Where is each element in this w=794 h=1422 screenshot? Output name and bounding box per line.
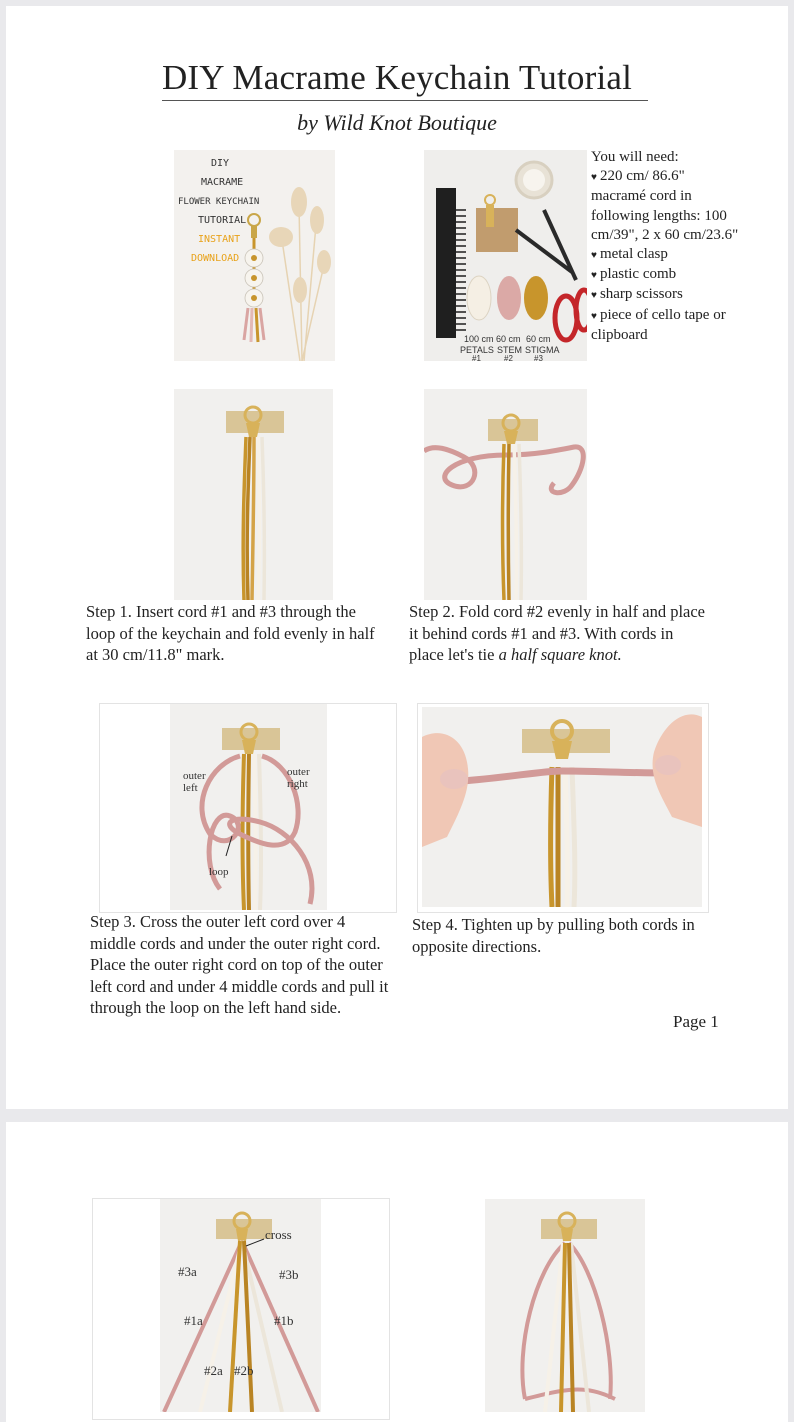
cord-2b-label: #2b (234, 1363, 254, 1378)
step-3-text: Step 3. Cross the outer left cord over 4 middle cords and under the outer right cord. Place the outer right cord on top of the outer left cord and under 4 middle cords and pull it through the loop on the left hand side. (90, 912, 389, 1017)
cord-length-2: 60 cm (496, 334, 521, 344)
cord-number-2: #2 (504, 354, 513, 361)
outer-right-label: outer right (287, 766, 310, 790)
cord-number-1: #1 (472, 354, 481, 361)
cover-image (174, 150, 335, 361)
materials-item: ♥ metal clasp (591, 246, 668, 263)
heart-bullet-icon: ♥ (591, 250, 597, 262)
materials-item: ♥ plastic comb (591, 266, 677, 283)
cord-name-1: PETALS (460, 345, 494, 355)
materials-illustration (424, 150, 587, 361)
cover-line-2: MACRAME (201, 177, 244, 188)
cord-3a-label: #3a (178, 1264, 197, 1279)
document-page-1 (6, 6, 788, 1109)
cover-line-4: TUTORIAL (198, 215, 247, 226)
outer-left-label: outer left (183, 770, 206, 794)
document-subtitle: by Wild Knot Boutique (297, 110, 497, 135)
cover-line-3: FLOWER KEYCHAIN (178, 197, 260, 207)
step-3-image (170, 704, 327, 910)
step-1-text: Step 1. Insert cord #1 and #3 through the loop of the keychain and fold evenly in half at 30 cm/11.8" mark. (86, 602, 375, 664)
cord-length-1: 100 cm (464, 334, 494, 344)
cord-1b-label: #1b (274, 1313, 294, 1328)
loop-label: loop (209, 866, 229, 878)
step-4-image (422, 707, 702, 907)
step-4-text: Step 4. Tighten up by pulling both cords in opposite directions. (412, 915, 695, 956)
cover-line-1: DIY (211, 158, 230, 169)
heart-bullet-icon: ♥ (591, 172, 597, 184)
cord-1a-label: #1a (184, 1313, 203, 1328)
materials-item: ♥ sharp scissors (591, 286, 683, 303)
materials-item: ♥ 220 cm/ 86.6" macramé cord in following lengths: 100 cm/39", 2 x 60 cm/23.6" (591, 168, 739, 243)
cord-name-2: STEM (497, 345, 523, 355)
materials-list (591, 148, 741, 345)
cord-3b-label: #3b (279, 1267, 299, 1282)
step-2-text: Step 2. Fold cord #2 evenly in half and place it behind cords #1 and #3. With cords in place let's tie a half square knot. (409, 602, 706, 664)
cover-line-6: DOWNLOAD (191, 253, 240, 264)
cord-name-3: STIGMA (525, 345, 560, 355)
document-page-2 (6, 1122, 788, 1422)
cord-number-3: #3 (534, 354, 543, 361)
cord-length-3: 60 cm (526, 334, 551, 344)
step-2-image (424, 389, 587, 600)
heart-bullet-icon: ♥ (591, 290, 597, 302)
heart-bullet-icon: ♥ (591, 310, 597, 322)
materials-image (424, 150, 587, 361)
step-1-image (174, 389, 333, 600)
page-number: Page 1 (673, 1012, 719, 1031)
document-title: DIY Macrame Keychain Tutorial (161, 58, 633, 97)
materials-heading: You will need: (591, 149, 679, 165)
step-5-image (160, 1199, 321, 1412)
step-6-image (485, 1199, 645, 1412)
cross-label: cross (265, 1227, 292, 1242)
title-underline (162, 100, 648, 101)
cord-2a-label: #2a (204, 1363, 223, 1378)
heart-bullet-icon: ♥ (591, 270, 597, 282)
materials-item: ♥ piece of cello tape or clipboard (591, 306, 726, 343)
cover-line-5: INSTANT (198, 234, 241, 245)
